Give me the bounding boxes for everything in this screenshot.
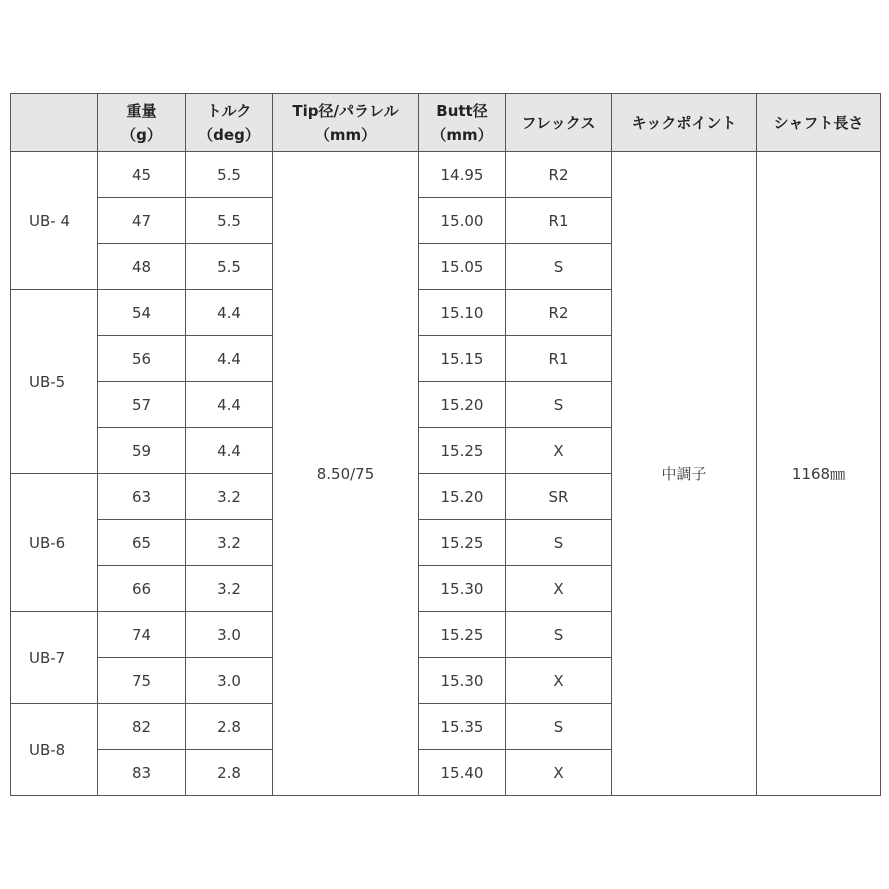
flex-cell: R1 [506, 198, 612, 244]
header-torque-label: トルク [206, 101, 252, 120]
flex-cell: S [506, 612, 612, 658]
flex-cell: SR [506, 474, 612, 520]
butt-diameter-cell: 15.25 [419, 520, 506, 566]
weight-cell: 75 [98, 658, 186, 704]
torque-cell: 5.5 [186, 244, 273, 290]
weight-cell: 45 [98, 152, 186, 198]
shaft-spec-table [10, 93, 881, 796]
torque-cell: 4.4 [186, 382, 273, 428]
header-shaft-length [757, 94, 881, 152]
butt-diameter-cell: 15.30 [419, 658, 506, 704]
torque-cell: 3.2 [186, 474, 273, 520]
torque-cell: 3.2 [186, 520, 273, 566]
butt-diameter-cell: 15.40 [419, 750, 506, 796]
flex-cell: S [506, 382, 612, 428]
flex-cell: S [506, 244, 612, 290]
weight-cell: 54 [98, 290, 186, 336]
butt-diameter-cell: 15.00 [419, 198, 506, 244]
header-flex-label: フレックス [521, 113, 596, 132]
header-length-label: シャフト長さ [773, 113, 864, 132]
weight-cell: 82 [98, 704, 186, 750]
header-torque [186, 94, 273, 152]
header-tip-parallel [273, 94, 419, 152]
table-header [11, 94, 881, 152]
torque-cell: 2.8 [186, 750, 273, 796]
weight-cell: 83 [98, 750, 186, 796]
kick-point-cell: 中調子 [612, 152, 757, 796]
torque-cell: 5.5 [186, 152, 273, 198]
model-name-cell: UB-8 [11, 704, 98, 796]
weight-cell: 66 [98, 566, 186, 612]
model-name-cell: UB-7 [11, 612, 98, 704]
flex-cell: R2 [506, 152, 612, 198]
weight-cell: 63 [98, 474, 186, 520]
butt-diameter-cell: 15.20 [419, 382, 506, 428]
header-weight-unit: （g） [121, 125, 162, 144]
header-butt-label: Butt径 [436, 101, 488, 120]
flex-cell: S [506, 704, 612, 750]
flex-cell: X [506, 428, 612, 474]
tip-parallel-cell: 8.50/75 [273, 152, 419, 796]
table-body [11, 152, 881, 796]
torque-cell: 3.2 [186, 566, 273, 612]
header-butt-unit: （mm） [431, 125, 493, 144]
header-kick-label: キックポイント [631, 113, 737, 132]
weight-cell: 57 [98, 382, 186, 428]
header-weight [98, 94, 186, 152]
model-name-cell: UB-6 [11, 474, 98, 612]
shaft-length-cell: 1168㎜ [757, 152, 881, 796]
weight-cell: 65 [98, 520, 186, 566]
butt-diameter-cell: 15.25 [419, 428, 506, 474]
torque-cell: 2.8 [186, 704, 273, 750]
butt-diameter-cell: 14.95 [419, 152, 506, 198]
flex-cell: X [506, 566, 612, 612]
weight-cell: 74 [98, 612, 186, 658]
butt-diameter-cell: 15.10 [419, 290, 506, 336]
torque-cell: 4.4 [186, 428, 273, 474]
butt-diameter-cell: 15.05 [419, 244, 506, 290]
table-row [11, 152, 881, 198]
flex-cell: X [506, 658, 612, 704]
header-model [11, 94, 98, 152]
flex-cell: R1 [506, 336, 612, 382]
flex-cell: R2 [506, 290, 612, 336]
header-flex [506, 94, 612, 152]
torque-cell: 5.5 [186, 198, 273, 244]
torque-cell: 3.0 [186, 612, 273, 658]
header-tip-label: Tip径/パラレル [292, 101, 399, 120]
header-row [11, 94, 881, 152]
butt-diameter-cell: 15.35 [419, 704, 506, 750]
butt-diameter-cell: 15.15 [419, 336, 506, 382]
torque-cell: 4.4 [186, 290, 273, 336]
flex-cell: S [506, 520, 612, 566]
butt-diameter-cell: 15.20 [419, 474, 506, 520]
model-name-cell: UB-5 [11, 290, 98, 474]
header-butt [419, 94, 506, 152]
weight-cell: 56 [98, 336, 186, 382]
torque-cell: 3.0 [186, 658, 273, 704]
model-name-cell: UB- 4 [11, 152, 98, 290]
header-torque-unit: （deg） [198, 125, 260, 144]
header-weight-label: 重量 [126, 101, 157, 120]
header-kick-point [612, 94, 757, 152]
weight-cell: 48 [98, 244, 186, 290]
torque-cell: 4.4 [186, 336, 273, 382]
butt-diameter-cell: 15.25 [419, 612, 506, 658]
flex-cell: X [506, 750, 612, 796]
header-tip-unit: （mm） [314, 125, 377, 144]
butt-diameter-cell: 15.30 [419, 566, 506, 612]
weight-cell: 47 [98, 198, 186, 244]
weight-cell: 59 [98, 428, 186, 474]
